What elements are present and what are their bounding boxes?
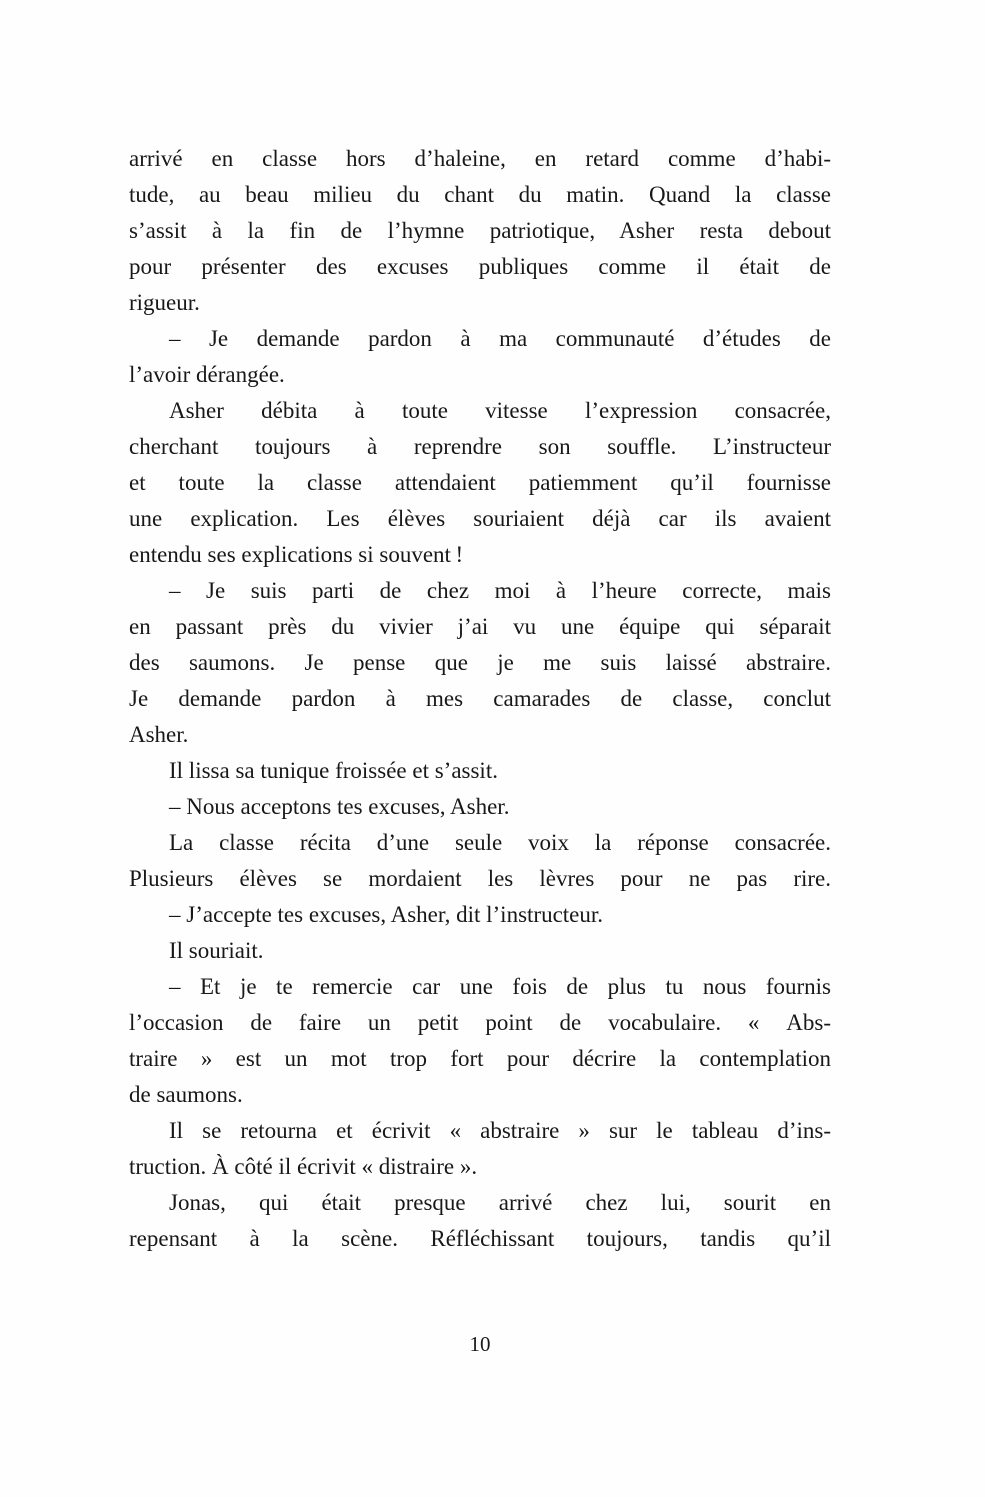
text-line: cherchant toujours à reprendre son souffle. L’instructeur [129,434,831,459]
text-line: Il souriait. [169,938,264,963]
paragraph [129,321,831,393]
text-line: entendu ses explications si souvent ! [129,542,464,567]
text-line: – Nous acceptons tes excuses, Asher. [169,794,510,819]
text-line: La classe récita d’une seule voix la réponse consacrée. [169,830,831,855]
text-line: – Et je te remercie car une fois de plus tu nous fournis [169,974,831,999]
text-line: repensant à la scène. Réfléchissant toujours, tandis qu’il [129,1226,831,1251]
text-line: s’assit à la fin de l’hymne patriotique, Asher resta debout [129,218,831,243]
text-line: Asher. [129,722,189,747]
paragraph [129,141,831,321]
text-line: et toute la classe attendaient patiemment qu’il fournisse [129,470,831,495]
text-line: truction. À côté il écrivit « distraire ». [129,1154,478,1179]
text-line: rigueur. [129,290,200,315]
text-line: – J’accepte tes excuses, Asher, dit l’instructeur. [169,902,604,927]
page-number: 10 [469,1332,491,1356]
body-text [129,141,831,1257]
text-line: traire » est un mot trop fort pour décrire la contemplation [129,1046,831,1071]
paragraph [129,825,831,897]
text-line: – Je suis parti de chez moi à l’heure correcte, mais [169,578,831,603]
paragraph [129,1185,831,1257]
paragraph [129,753,831,789]
paragraph [129,573,831,753]
paragraph [129,1113,831,1185]
text-line: pour présenter des excuses publiques comme il était de [129,254,831,279]
text-line: Il se retourna et écrivit « abstraire » sur le tableau d’ins- [169,1118,831,1143]
text-line: Il lissa sa tunique froissée et s’assit. [169,758,498,783]
paragraph [129,933,831,969]
paragraph [129,897,831,933]
text-line: l’occasion de faire un petit point de vocabulaire. « Abs- [129,1010,831,1035]
paragraph [129,393,831,573]
text-line: – Je demande pardon à ma communauté d’études de [169,326,831,351]
text-line: une explication. Les élèves souriaient déjà car ils avaient [129,506,831,531]
text-line: Plusieurs élèves se mordaient les lèvres pour ne pas rire. [129,866,831,891]
text-line: tude, au beau milieu du chant du matin. Quand la classe [129,182,831,207]
text-line: arrivé en classe hors d’haleine, en retard comme d’habi- [129,146,831,171]
text-line: de saumons. [129,1082,243,1107]
text-line: Asher débita à toute vitesse l’expression consacrée, [169,398,831,423]
paragraph [129,969,831,1113]
text-line: l’avoir dérangée. [129,362,285,387]
text-line: Jonas, qui était presque arrivé chez lui, sourit en [169,1190,831,1215]
text-line: des saumons. Je pense que je me suis laissé abstraire. [129,650,831,675]
text-line: en passant près du vivier j’ai vu une équipe qui séparait [129,614,831,639]
text-line: Je demande pardon à mes camarades de classe, conclut [129,686,831,711]
paragraph [129,789,831,825]
